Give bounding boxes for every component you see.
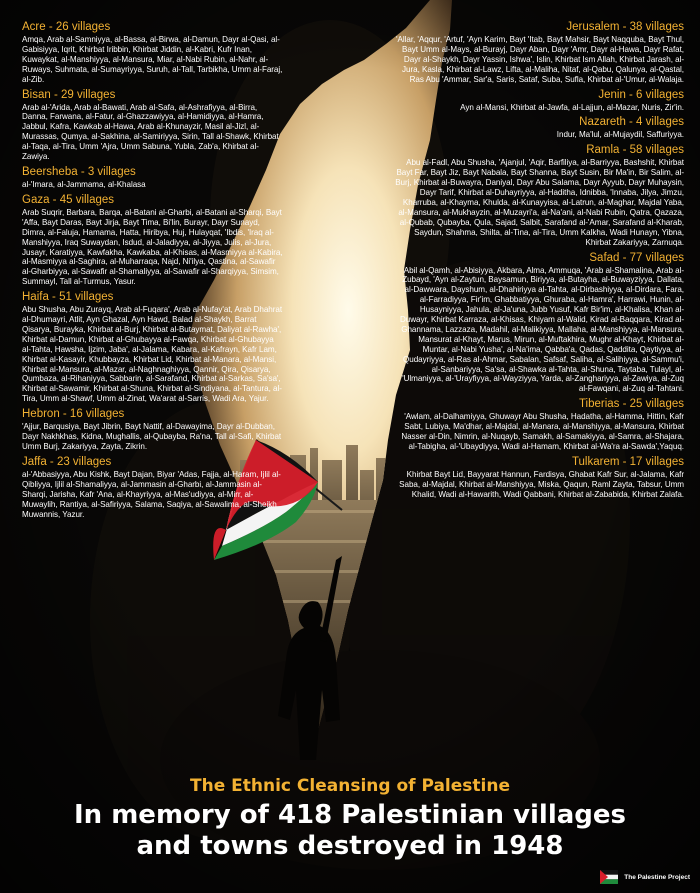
region-title: Haifa - 51 villages bbox=[22, 291, 114, 304]
region-village-list: Ayn al-Mansi, Khirbat al-Jawfa, al-Lajjun, al-Mazar, Nuris, Zir'in. bbox=[460, 102, 684, 112]
region-bisan bbox=[22, 88, 284, 162]
region-village-list: Khirbat Bayt Lid, Bayyarat Hannun, Fardisya, Ghabat Kafr Sur, al-Jalama, Kafr Saba, al-Majdal, Khirbat al-Manshiyya, Miska, Qaqun, Raml Zayta, Tabsur, Umm Khalid, Wadi al-Hawarith, Wadi Qabbani, Khirbat al-Zababida, Khirbat Zalafa. bbox=[399, 469, 684, 499]
region-title: Hebron - 16 villages bbox=[22, 408, 125, 421]
region-hebron bbox=[22, 407, 284, 452]
region-village-list: Abu Shusha, Abu Zurayq, Arab al-Fuqara', Arab al-Nufay'at, Arab Dhahrat al-Dhumayri, Atlit, Ayn Ghazal, Ayn Hawd, Balad al-Shaykh, Barrat Qisarya, Burayka, Khirbat al-Burj, Khirbat al-Butaymat, Daliyat al-Rawha', Khirbat al-Damun, Khirbat al-Ghubayya al-Fawqa, Khirbat al-Ghubayya al-Tahta, Hawsha, Ijzim, Jaba', al-Jalama, Kabara, al-Kafrayn, Kafr Lam, Khirbat al-Kasayir, Khubbayza, Khirbat Lid, Khirbat al-Manara, al-Mansi, Khirbat al-Mansura, al-Mazar, al-Naghnaghiyya, Qannir, Qira, Qisarya, Qumbaza, al-Rihaniyya, Sabbarin, al-Sarafand, Khirbat al-Sarkas, Sa'sa', Khirbat al-Sawamir, Khirbat al-Shuna, Khirbat al-Sindiyana, al-Tantura, al-Tira, Umm al-Shawf, Umm al-Zinat, Wa'arat al-Sarris, Wadi Ara, Yajur. bbox=[22, 305, 283, 404]
region-ramla bbox=[394, 143, 684, 247]
region-title: Safad - 77 villages bbox=[589, 251, 684, 264]
region-village-list: al-'Imara, al-Jammama, al-Khalasa bbox=[22, 179, 146, 189]
region-village-list: 'Ajjur, Barqusiya, Bayt Jibrin, Bayt Nattif, al-Dawayima, Dayr al-Dubban, Dayr Nakhkhas, Kidna, Mughallis, al-Qubayba, Ra'na, Tall al-Safi, Khirbat Umm Burj, Zakariyya, Zayta, Zikrin. bbox=[22, 422, 282, 451]
region-title: Gaza - 45 villages bbox=[22, 193, 115, 206]
credit bbox=[600, 870, 690, 884]
region-nazareth bbox=[394, 115, 684, 140]
region-village-list: Arab Suqrir, Barbara, Barqa, al-Batani al-Gharbi, al-Batani al-Sharqi, Bayt 'Affa, Bayt Daras, Bayt Jirja, Bayt Tima, Bi'lin, Burayr, Dayr Sunayd, Dimra, al-Faluja, Hamama, Hatta, Hiribya, Huj, Hulayqat, 'Ibdis, 'Iraq al-Manshiyya, Iraq Suwaydan, Isdud, al-Jaladiyya, al-Jiyya, Julis, al-Jura, Jusayr, Karatiyya, Kawfakha, Kawkaba, al-Khisas, al-Masmiyya al-Kabira, al-Masmiyya al-Saghira, al-Muharraqa, Najd, Ni'ilya, Qastina, al-Sawafir al-Gharbiyya, al-Sawafir al-Shamaliyya, al-Sawafir al-Sharqiyya, Simsim, Summayl, Tall al-Turmus, Yasur. bbox=[22, 207, 283, 287]
left-region-column bbox=[22, 20, 284, 522]
region-village-list: al-'Abbasiyya, Abu Kishk, Bayt Dajan, Biyar 'Adas, Fajja, al-Haram, Ijlil al-Qibliyya, Ijlil al-Shamaliyya, al-Jammasin al-Gharbi, al-Jammasin al-Sharqi, Jarisha, Kafr 'Ana, al-Khayriyya, al-Mas'udiyya, al-Mirr, al-Muwaylih, Rantiya, al-Safiriyya, Salama, Saqiya, al-Sawalima, al-Sheikh Muwannis, Yazur. bbox=[22, 469, 281, 519]
region-gaza bbox=[22, 193, 284, 287]
region-village-list: 'Allar, 'Aqqur, 'Artuf, 'Ayn Karim, Bayt 'Itab, Bayt Mahsir, Bayt Naqquba, Bayt Thul, Bayt Umm al-Mays, al-Burayj, Dayr Aban, Dayr 'Amr, Dayr al-Hawa, Dayr Rafat, Dayr al-Shaykh, Dayr Yassin, Ishwa', Islin, Khirbat Ism Allah, Khirbat Jarash, al-Jura, Kasla, Khirbat al-Lawz, Lifta, al-Maliha, Nitaf, al-Qabu, Qalunya, al-Qastal, Ras Abu 'Ammar, Sar'a, Saris, Sataf, Suba, Sufla, Khirbat al-'Umur, al-Walaja. bbox=[396, 35, 684, 84]
region-village-list: Arab al-'Arida, Arab al-Bawati, Arab al-Safa, al-Ashrafiyya, al-Birra, Danna, Farwana, al-Fatur, al-Ghazzawiyya, al-Hamidiyya, al-Hamra, Jabbul, Kafra, Kawkab al-Hawa, Arab al-Khunayzir, Masil al-Jizl, al-Murassas, Qumya, al-Sakhina, al-Samiriyya, Sirin, Tall al-Shawk, Khirbat al-Taqa, al-Tira, Umm 'Ajra, Umm Sabuna, Yubla, Zab'a, Khirbat al-Zawiya. bbox=[22, 102, 279, 162]
region-title: Jaffa - 23 villages bbox=[22, 455, 112, 468]
region-tulkarem bbox=[394, 455, 684, 500]
headline-line-1: In memory of 418 Palestinian villages bbox=[73, 800, 627, 830]
region-village-list: Amqa, Arab al-Samniyya, al-Bassa, al-Birwa, al-Damun, Dayr al-Qasi, al-Gabisiyya, Iqrit, Khirbat Iribbin, Khirbat Jiddin, al-Kabri, Kufr Inan, Kuwaykat, al-Manshiyya, al-Mansura, Miar, al-Nabi Rubin, al-Nahr, al-Ruways, Suhmata, al-Sumayriyya, Suruh, al-Tall, Tarbikha, Umm al-Faraj, al-Zib. bbox=[22, 35, 283, 84]
region-title: Tiberias - 25 villages bbox=[578, 398, 684, 411]
region-village-list: Abu al-Fadl, Abu Shusha, 'Ajanjul, 'Aqir, Barfiliya, al-Barriyya, Bashshit, Khirbat Bayt Far, Bayt Jiz, Bayt Nabala, Bayt Shanna, Bayt Susin, Bir Ma'in, Bir Salim, al-Burj, Khirbat al-Buwayra, Daniyal, Dayr Abu Salama, Dayr Ayyub, Dayr Muhaysin, Dayr Tarif, Khirbat al-Duhayriyya, al-Haditha, Idnibba, 'Innaba, Jilya, Jimzu, Kharruba, al-Khayma, Khulda, al-Kunayyisa, al-Latrun, al-Maghar, Majdal Yaba, al-Mansura, al-Mukhayzin, al-Muzayri'a, al-Na'ani, al-Nabi Rubin, Qatra, Qazaza, al-Qubab, Qubayba, Qula, Sajad, Salbit, Sarafand al-'Amar, Sarafand al-Kharab, Saydun, Shahma, Shilta, al-Tina, al-Tira, Umm Kalkha, Wadi Hunayn, Yibna, Khirbat Zakariyya, Zarnuqa. bbox=[395, 158, 684, 247]
region-village-list: Indur, Ma'lul, al-Mujaydil, Saffuriyya. bbox=[556, 130, 684, 140]
region-jaffa bbox=[22, 455, 284, 520]
region-title: Beersheba - 3 villages bbox=[22, 165, 136, 178]
right-region-column bbox=[394, 20, 684, 503]
headline-line-2: and towns destroyed in 1948 bbox=[136, 831, 564, 861]
region-title: Jenin - 6 villages bbox=[598, 88, 684, 101]
region-title: Nazareth - 4 villages bbox=[579, 116, 684, 129]
poster-headline bbox=[0, 800, 700, 862]
region-title: Bisan - 29 villages bbox=[22, 88, 116, 101]
region-tiberias bbox=[394, 397, 684, 452]
palestine-project-logo bbox=[600, 870, 618, 884]
region-jerusalem bbox=[394, 20, 684, 85]
region-village-list: 'Awlam, al-Dalhamiyya, Ghuwayr Abu Shusha, Hadatha, al-Hamma, Hittin, Kafr Sabt, Lubiya, Ma'dhar, al-Majdal, al-Manara, al-Manshiyya, al-Mansura, Khirbat Nasser al-Din, Nimrin, al-Nuqayb, Samakh, al-Samakiyya, al-Samra, al-Shajara, al-Tabigha, al-'Ubaydiyya, Wadi al-Hamam, Khirbat al-Wa'ra al-Sawda',Yaquq. bbox=[401, 412, 684, 451]
poster-subtitle: The Ethnic Cleansing of Palestine bbox=[190, 776, 510, 796]
region-village-list: Abil al-Qamh, al-Abisiyya, Akbara, Alma, Ammuqa, 'Arab al-Shamalina, Arab al-Zubayd, 'Ayn al-Zaytun, Baysamun, Biriyya, al-Butayha, al-Buwayziyya, Dallata, al-Dawwara, Dayshum, al-Dhahiriyya al-Tahta, al-Dirbashiyya, al-Dirdara, Fara, al-Farradiyya, Fir'im, Ghabbatiyya, Ghuraba, al-Hamra', Harrawi, Hunin, al-Husayniyya, Jahula, al-Ja'una, Jubb Yusuf, Kafr Bir'im, al-Khalisa, Khan al-Duwayr, Khirbat Karraza, al-Khisas, Khiyam al-Walid, Kirad al-Baqqara, Kirad al-Ghannama, Lazzaza, Madahil, al-Malikiyya, Mallaha, al-Manshiyya, al-Mansura, Mansurat al-Khayt, Marus, Mirun, al-Muftakhira, Mughr al-Khayt, Khirbat al-Muntar, al-Nabi Yusha', al-Na'ima, Qabba'a, Qadas, Qaddita, Qaytiyya, al-Qudayriyya, al-Ras al-Ahmar, Sabalan, Safsaf, Saliha, al-Salihiyya, al-Sammu'i, al-Sanbariyya, Sa'sa, al-Shawka al-Tahta, al-Shuna, Taytaba, Tulayl, al-'Ulmaniyya, al-'Urayfiyya, al-Wayziyya, Yarda, al-Zanghariyya, al-Zawiya, al-Zuq al-Fawqani, al-Zuq al-Tahtani. bbox=[399, 265, 684, 394]
region-title: Acre - 26 villages bbox=[22, 21, 111, 33]
region-title: Ramla - 58 villages bbox=[586, 144, 684, 157]
region-title: Tulkarem - 17 villages bbox=[571, 455, 684, 468]
region-title: Jerusalem - 38 villages bbox=[566, 21, 684, 33]
credit-text: The Palestine Project bbox=[624, 873, 690, 881]
region-beersheba bbox=[22, 165, 284, 190]
region-acre bbox=[22, 20, 284, 85]
region-haifa bbox=[22, 290, 284, 404]
region-jenin bbox=[394, 88, 684, 113]
region-safad bbox=[394, 251, 684, 395]
